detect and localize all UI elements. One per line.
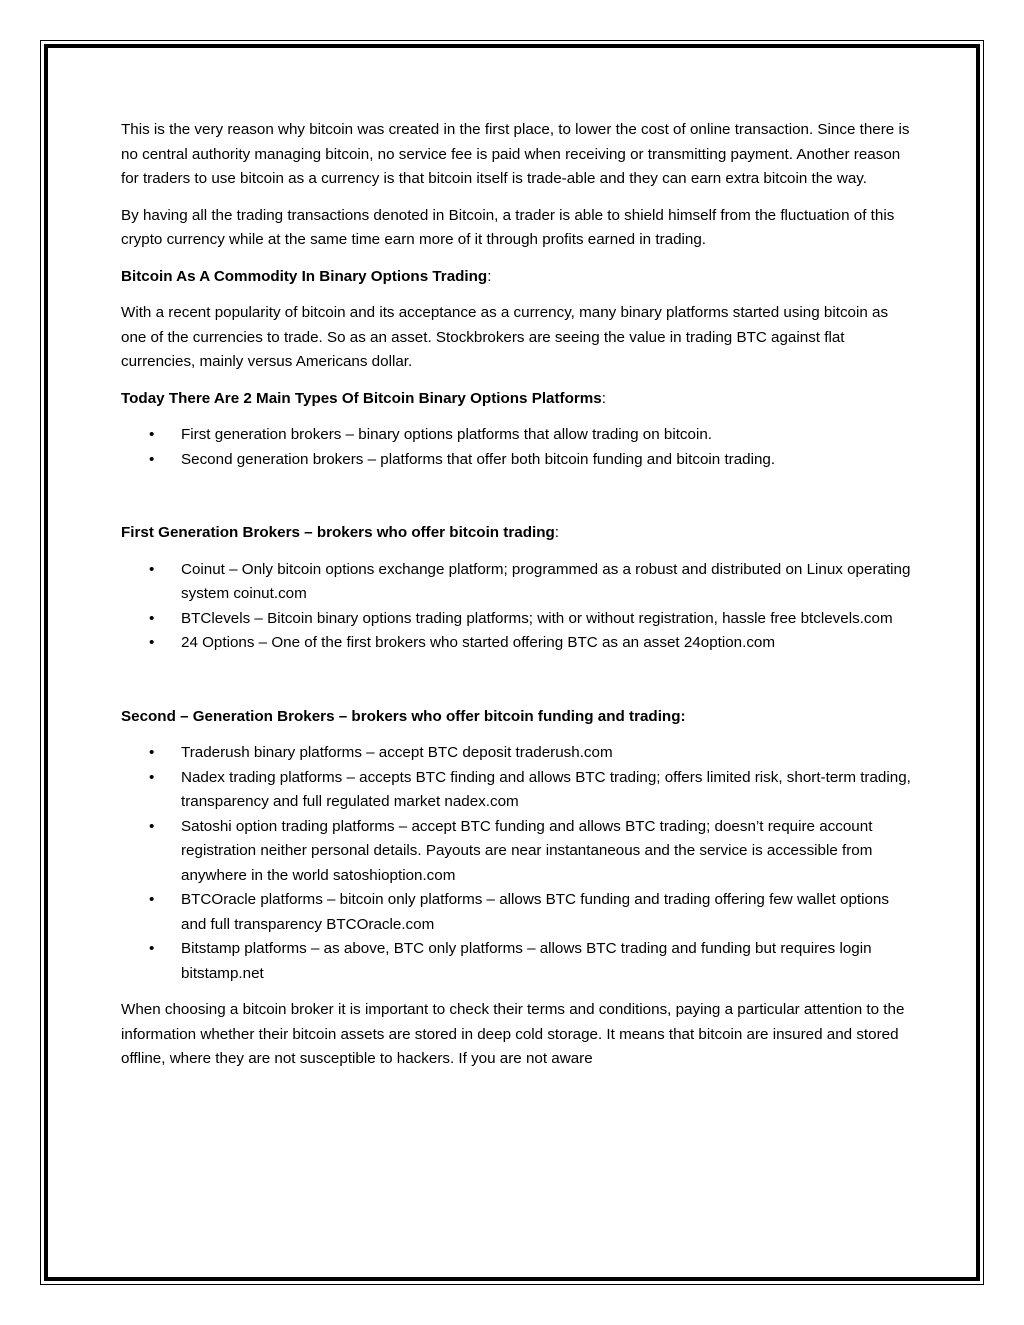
bullet-icon: • [149, 768, 155, 786]
list-item [121, 423, 911, 448]
bullet-icon: • [149, 744, 155, 761]
list-first-generation-brokers [121, 558, 911, 656]
list-item-text: BTClevels – Bitcoin binary options trading platforms; with or without registration, hassle free btclevels.com [181, 609, 893, 627]
heading-platform-types-text: Today There Are 2 Main Types Of Bitcoin Binary Options Platforms [121, 389, 602, 407]
list-item-text: Coinut – Only bitcoin options exchange platform; programmed as a robust and distributed on Linux operating system coinut.com [181, 560, 911, 602]
list-item [121, 741, 911, 766]
heading-commodity [121, 265, 911, 290]
list-item-text: 24 Options – One of the first brokers who started offering BTC as an asset 24option.com [181, 634, 776, 651]
list-item [121, 631, 911, 656]
list-item [121, 815, 911, 889]
paragraph-bitcoin-reason: This is the very reason why bitcoin was created in the first place, to lower the cost of online transaction. Since there is no central authority managing bitcoin, no service fee is paid when receiving or transmitting payment. Another reason for traders to use bitcoin as a currency is that bitcoin itself is trade-able and they can earn extra bitcoin the way. [121, 121, 910, 187]
list-item-text: First generation brokers – binary options platforms that allow trading on bitcoin. [181, 426, 712, 443]
list-second-generation-brokers [121, 741, 911, 986]
list-item [121, 937, 911, 986]
list-platform-types [121, 423, 911, 472]
heading-first-generation-text: First Generation Brokers – brokers who offer bitcoin trading [121, 524, 555, 541]
bullet-icon: • [149, 450, 155, 468]
list-item [121, 558, 911, 607]
heading-colon: : [601, 389, 606, 407]
paragraph-popularity: With a recent popularity of bitcoin and its acceptance as a currency, many binary platforms started using bitcoin as one of the currencies to trade. So as an asset. Stockbrokers are seeing the value in trading BTC against flat currencies, mainly versus Americans dollar. [121, 304, 889, 370]
heading-colon: : [487, 267, 492, 285]
bullet-icon: • [149, 560, 155, 578]
heading-platform-types [121, 387, 911, 412]
heading-colon: : [554, 524, 559, 541]
bullet-icon: • [149, 817, 155, 835]
list-item-text: Nadex trading platforms – accepts BTC finding and allows BTC trading; offers limited risk, short-term trading, transparency and full regulated market nadex.com [181, 768, 911, 810]
spacer [121, 484, 911, 521]
bullet-icon: • [149, 634, 155, 651]
spacer [121, 668, 911, 705]
list-item [121, 888, 911, 937]
list-item [121, 766, 911, 815]
bullet-icon: • [149, 891, 155, 908]
heading-second-generation: Second – Generation Brokers – brokers who offer bitcoin funding and trading: [121, 707, 686, 725]
heading-commodity-text: Bitcoin As A Commodity In Binary Options Trading [121, 267, 488, 285]
list-item [121, 448, 911, 473]
bullet-icon: • [149, 940, 155, 957]
paragraph-trading-transactions: By having all the trading transactions denoted in Bitcoin, a trader is able to shield himself from the fluctuation of this crypto currency while at the same time earn more of it through profits earned in trading. [121, 206, 895, 248]
list-item-text: Traderush binary platforms – accept BTC deposit traderush.com [181, 744, 613, 761]
list-item [121, 607, 911, 632]
paragraph-choosing-broker: When choosing a bitcoin broker it is important to check their terms and conditions, paying a particular attention to the information whether their bitcoin assets are stored in deep cold storage. It means that bitcoin are insured and stored offline, where they are not susceptible to hackers. If you are not aware [121, 1001, 905, 1067]
list-item-text: Bitstamp platforms – as above, BTC only platforms – allows BTC trading and funding but requires login bitstamp.net [181, 940, 872, 982]
list-item-text: BTCOracle platforms – bitcoin only platforms – allows BTC funding and trading offering few wallet options and full transparency BTCOracle.com [181, 891, 889, 933]
list-item-text: Second generation brokers – platforms that offer both bitcoin funding and bitcoin trading. [181, 450, 776, 468]
list-item-text: Satoshi option trading platforms – accept BTC funding and allows BTC trading; doesn’t require account registration neither personal details. Payouts are near instantaneous and the service is accessible from anywhere in the world satoshioption.com [181, 817, 873, 884]
bullet-icon: • [149, 609, 155, 627]
document-body [121, 118, 911, 1084]
heading-first-generation [121, 521, 911, 546]
bullet-icon: • [149, 426, 155, 443]
